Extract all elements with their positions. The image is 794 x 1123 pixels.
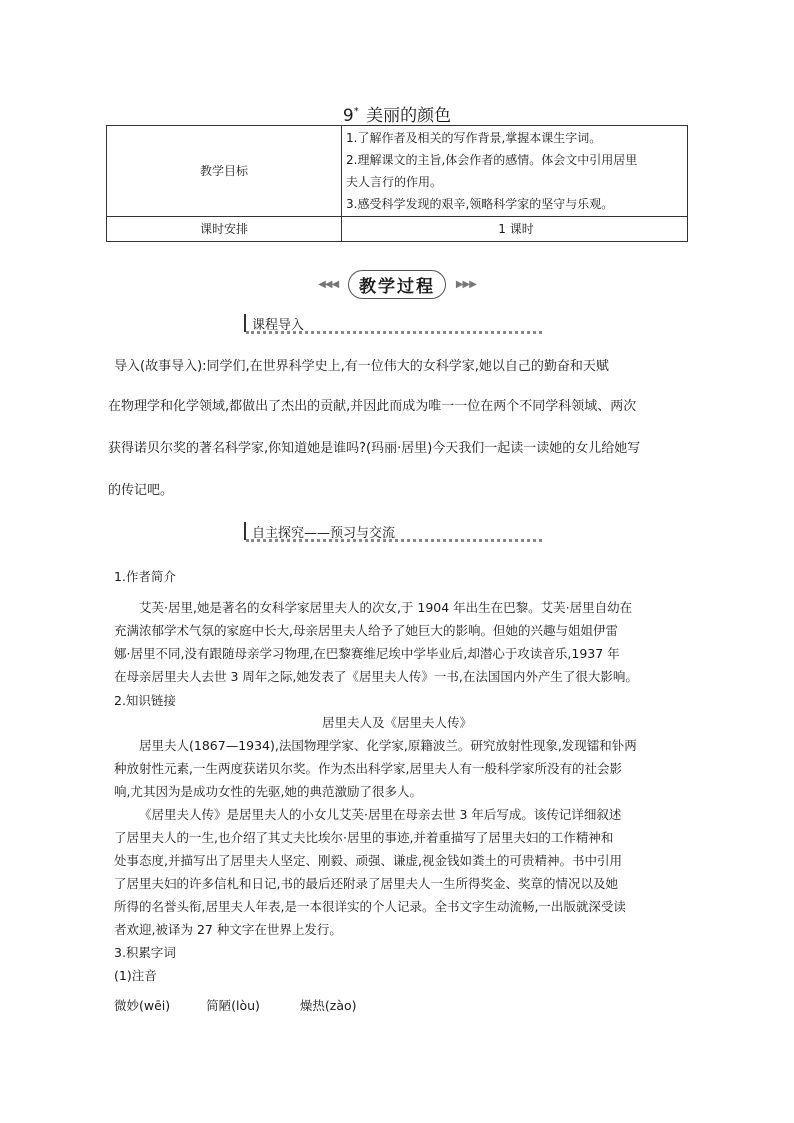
process-header [0, 270, 794, 299]
page-title [0, 101, 794, 126]
section-heading-intro [244, 312, 542, 334]
book-line: 处事态度,并描写出了居里夫人坚定、刚毅、顽强、谦虚,视金钱如粪土的可贵精神。书中引用 [114, 853, 622, 868]
section-label: 课程导入 [252, 318, 305, 333]
pinyin-list [114, 994, 357, 1017]
book-paragraph [114, 803, 680, 941]
author-line: 艾芙·居里,她是著名的女科学家居里夫人的次女,于 1904 年出生在巴黎。艾芙·居里自幼在 [139, 600, 633, 615]
title-mark: * [353, 106, 359, 118]
pinyin-title: (1)注音 [114, 968, 157, 983]
goals-label: 教学目标 [107, 126, 342, 217]
pinyin-item: 微妙(wēi) [114, 998, 171, 1013]
author-line: 充满浓郁学术气氛的家庭中长大,母亲居里夫人给予了她巨大的影响。但她的兴趣与姐姐伊雷 [114, 623, 618, 638]
curie-line: 居里夫人(1867—1934),法国物理学家、化学家,原籍波兰。研究放射性现象,发现镭和钋两 [139, 738, 637, 753]
process-badge: 教学过程 [348, 270, 446, 299]
author-line: 娜·居里不同,没有跟随母亲学习物理,在巴黎赛维尼埃中学毕业后,却潜心于攻读音乐,1937 年 [114, 646, 620, 661]
intro-line: 获得诺贝尔奖的著名科学家,你知道她是谁吗?(玛丽·居里)今天我们一起读一读她的女儿给她写 [108, 441, 641, 456]
schedule-value: 1 课时 [342, 217, 688, 242]
curie-line: 种放射性元素,一生两度获诺贝尔奖。作为杰出科学家,居里夫人有一般科学家所没有的社会影 [114, 761, 622, 776]
section-heading-study [244, 520, 542, 542]
intro-line: 的传记吧。 [108, 483, 174, 498]
pinyin-item: 简陋(lòu) [206, 998, 260, 1013]
arrow-right-icon: ▶▶▶ [455, 279, 476, 290]
goal-line: 1.了解作者及相关的写作背景,掌握本课生字词。 [346, 131, 602, 145]
goals-row [107, 126, 688, 217]
book-line: 《居里夫人传》是居里夫人的小女儿艾芙·居里在母亲去世 3 年后写成。该传记详细叙述 [139, 807, 622, 822]
author-title: 1.作者简介 [114, 569, 176, 584]
goal-table [106, 125, 688, 242]
goal-line: 3.感受科学发现的艰辛,领略科学家的坚守与乐观。 [346, 197, 614, 211]
book-line: 所得的名誉头衔,居里夫人年表,是一本很详实的个人记录。全书文字生动流畅,一出版就深受读 [114, 899, 626, 914]
section-dotted-rule [246, 328, 542, 334]
goals-cell [342, 126, 688, 217]
knowledge-title: 2.知识链接 [114, 693, 176, 708]
curie-paragraph [114, 734, 680, 803]
author-line: 在母亲居里夫人去世 3 周年之际,她发表了《居里夫人传》一书,在法国国内外产生了很大影响。 [114, 669, 638, 684]
schedule-label: 课时安排 [107, 217, 342, 242]
intro-line: 在物理学和化学领域,都做出了杰出的贡献,并因此而成为唯一一位在两个不同学科领域、两次 [108, 399, 637, 414]
title-text: 美丽的颜色 [366, 106, 452, 126]
book-line: 了居里夫人的一生,也介绍了其丈夫比埃尔·居里的事迹,并着重描写了居里夫妇的工作精神和 [114, 830, 614, 845]
section-label: 自主探究——预习与交流 [252, 526, 396, 541]
pinyin-item: 燥热(zào) [299, 998, 357, 1013]
book-line: 了居里夫妇的许多信札和日记,书的最后还附录了居里夫人一生所得奖金、奖章的情况以及她 [114, 876, 618, 891]
curie-line: 响,尤其因为是成功女性的先驱,她的典范激励了很多人。 [114, 784, 422, 799]
book-line: 者欢迎,被译为 27 种文字在世界上发行。 [114, 922, 342, 937]
author-paragraph [114, 596, 680, 688]
intro-line: 导入(故事导入):同学们,在世界科学史上,有一位伟大的女科学家,她以自己的勤奋和天赋 [114, 359, 609, 374]
knowledge-subtitle: 居里夫人及《居里夫人传》 [321, 715, 472, 730]
goal-line: 2.理解课文的主旨,体会作者的感情。体会文中引用居里 [346, 153, 638, 167]
schedule-row [107, 217, 688, 242]
arrow-left-icon: ◀◀◀ [318, 279, 339, 290]
vocab-title: 3.积累字词 [114, 945, 176, 960]
section-dotted-rule [246, 536, 542, 542]
title-number: 9 [342, 106, 354, 126]
goal-line: 夫人言行的作用。 [346, 175, 443, 189]
